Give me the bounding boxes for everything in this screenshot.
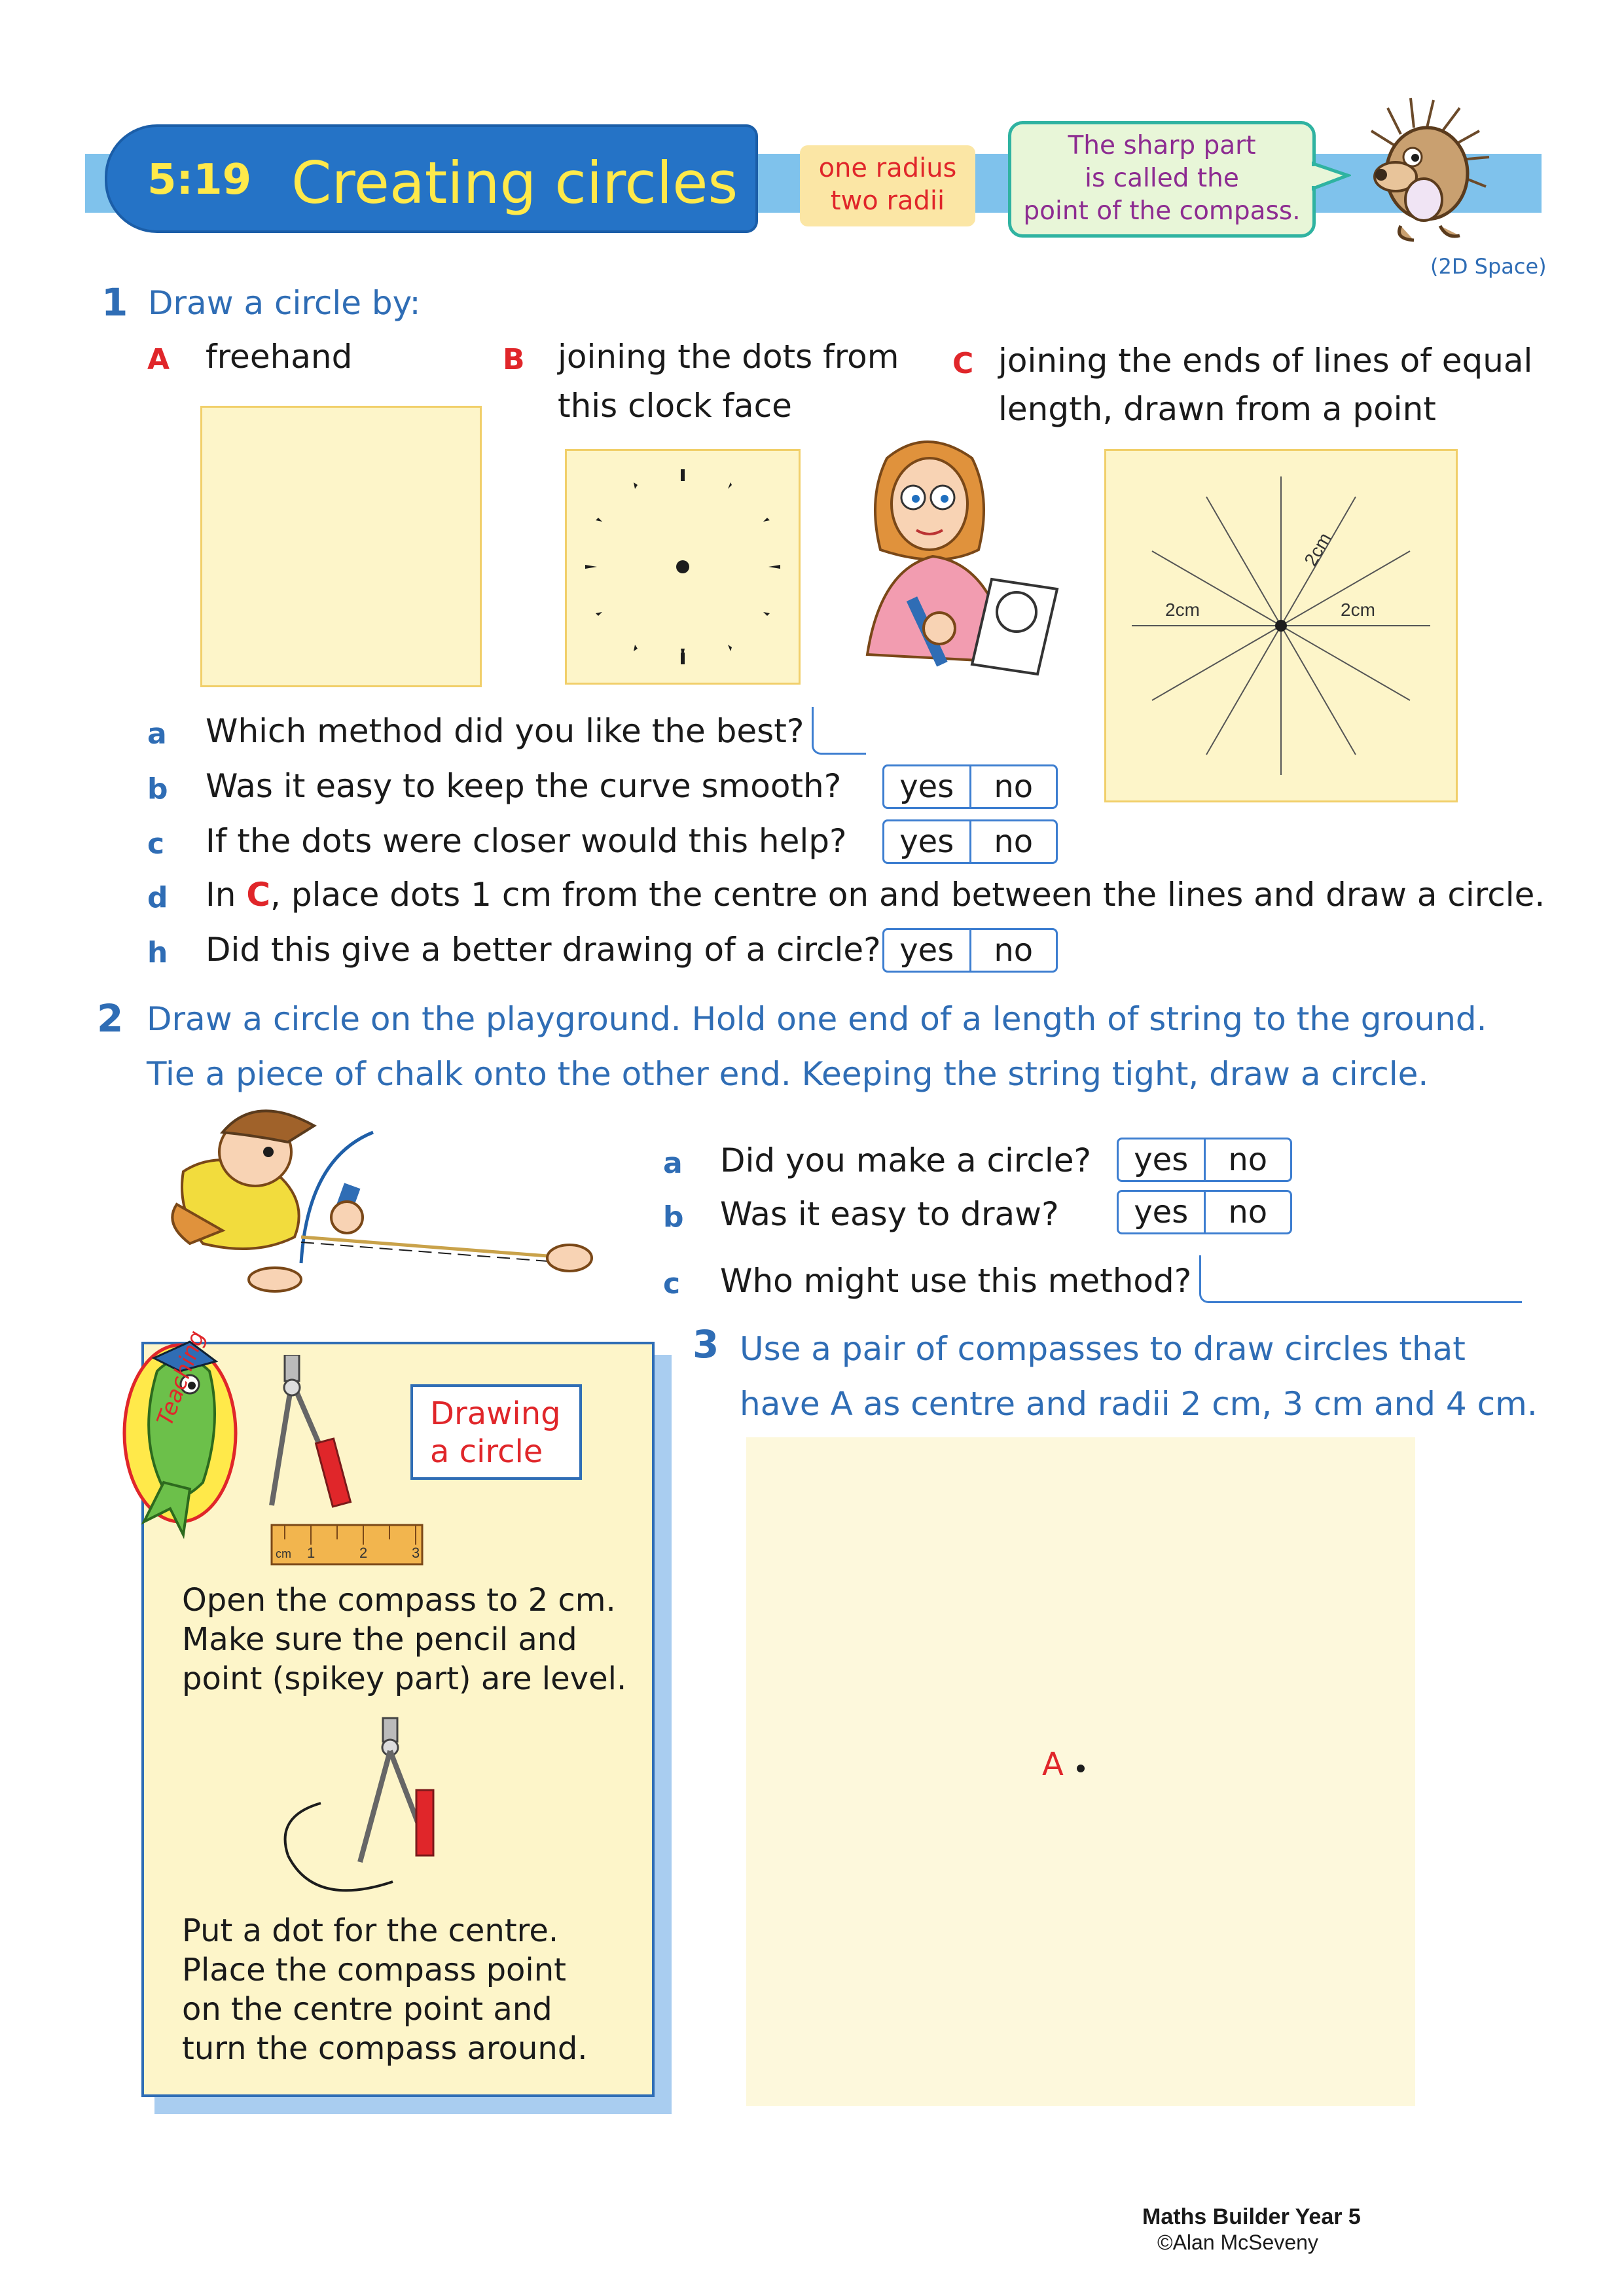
girl-drawing-illustration-icon (841, 432, 1064, 681)
q1-part-h-letter: h (147, 936, 168, 969)
q1-part-b-yes-no (882, 764, 1058, 809)
q2-part-b-letter: b (663, 1200, 684, 1234)
ruler-tick-3: 3 (412, 1545, 420, 1561)
q1-clock-label-1: joining the dots from (558, 338, 899, 376)
q1-part-d-text (206, 876, 1545, 914)
section-code: 5:19 (147, 156, 252, 204)
q1-letter-b: B (503, 343, 525, 376)
boy-drawing-chalk-circle-illustration-icon (164, 1106, 609, 1309)
bubble-line-3: point of the compass. (1023, 196, 1301, 226)
bubble-line-1: The sharp part (1068, 131, 1256, 160)
teaching-para2-line-3: on the centre point and (182, 1991, 552, 2028)
footer-book-title: Maths Builder Year 5 (1142, 2204, 1361, 2229)
q2-part-b-yes-no (1117, 1190, 1292, 1234)
q1-lines-label-2: length, drawn from a point (998, 390, 1436, 428)
q1-part-a-text: Which method did you like the best? (206, 712, 804, 750)
teaching-para2-line-2: Place the compass point (182, 1952, 566, 1988)
q1-part-d-letter: d (147, 881, 168, 914)
q2-part-a-letter: a (663, 1147, 683, 1180)
lines-from-point-box[interactable] (1104, 449, 1458, 802)
yes-option[interactable]: yes (1119, 1192, 1206, 1232)
teaching-title-line-2: a circle (430, 1433, 543, 1470)
q1-part-h-text: Did this give a better drawing of a circle? (206, 931, 881, 969)
no-option[interactable]: no (1228, 1194, 1268, 1230)
yes-option[interactable]: yes (884, 766, 971, 807)
q2-part-c-answer[interactable] (1199, 1255, 1522, 1303)
q2-part-a-text: Did you make a circle? (720, 1141, 1092, 1179)
teaching-para2-line-1: Put a dot for the centre. (182, 1912, 559, 1949)
bubble-line-2: is called the (1085, 164, 1239, 193)
vocab-line-2: two radii (830, 186, 945, 216)
q1-letter-a: A (147, 343, 170, 376)
teaching-para1-line-3: point (spikey part) are level. (182, 1660, 627, 1697)
q2-part-a-yes-no (1117, 1138, 1292, 1182)
q1-part-h-yes-no (882, 928, 1058, 973)
q1-part-b-letter: b (147, 772, 168, 806)
no-option[interactable]: no (994, 823, 1034, 860)
q1-part-c-letter: c (147, 827, 165, 861)
q1-part-a-answer[interactable] (812, 707, 866, 755)
teaching-badge-label: Teaching (152, 1327, 211, 1429)
vocab-note (800, 145, 975, 226)
question-2-number: 2 (97, 996, 124, 1041)
q1-clock-label-2: this clock face (558, 387, 792, 425)
teaching-para1-line-1: Open the compass to 2 cm. (182, 1582, 616, 1619)
clock-face-box[interactable] (565, 449, 801, 685)
no-option[interactable]: no (1228, 1141, 1268, 1178)
compass-with-ruler-icon (259, 1355, 435, 1577)
q1-part-a-letter: a (147, 717, 167, 751)
question-3-number: 3 (693, 1322, 719, 1367)
diagram-label-left: 2cm (1165, 600, 1200, 620)
question-1-number: 1 (101, 280, 128, 325)
footer-copyright: ©Alan McSeveny (1157, 2231, 1318, 2254)
page-title: Creating circles (291, 149, 738, 217)
teaching-paragraph-1 (182, 1581, 626, 1698)
clock-face-dots (567, 451, 799, 683)
teaching-para2-line-4: turn the compass around. (182, 2030, 588, 2067)
q1-part-c-yes-no (882, 819, 1058, 864)
vocab-line-1: one radius (818, 153, 957, 183)
q1-part-d-ref: C (246, 876, 271, 914)
no-option[interactable]: no (994, 768, 1034, 805)
q1-lines-label-1: joining the ends of lines of equal (998, 342, 1533, 380)
no-option[interactable]: no (994, 932, 1034, 969)
q1-part-b-text: Was it easy to keep the curve smooth? (206, 767, 842, 805)
question-3-line-1: Use a pair of compasses to draw circles that (740, 1330, 1466, 1368)
centre-point-dot (1077, 1765, 1085, 1772)
q1-part-c-text: If the dots were closer would this help? (206, 822, 847, 860)
teaching-para1-line-2: Make sure the pencil and (182, 1621, 577, 1658)
drawing-a-circle-title-box (410, 1384, 582, 1480)
bubble-tail (1312, 157, 1351, 196)
q1-part-d-text-after: , place dots 1 cm from the centre on and between the lines and draw a circle. (270, 876, 1545, 914)
freehand-drawing-box[interactable] (200, 406, 482, 687)
yes-option[interactable]: yes (884, 930, 971, 971)
question-2-line-2: Tie a piece of chalk onto the other end. Keeping the string tight, draw a circle. (147, 1055, 1429, 1093)
q1-freehand-label: freehand (206, 338, 353, 376)
diagram-label-diagonal: 2cm (1300, 529, 1335, 569)
centre-point-label: A (1042, 1746, 1064, 1783)
question-3-line-2: have A as centre and radii 2 cm, 3 cm and 4 cm. (740, 1385, 1538, 1423)
ruler-unit-label: cm (276, 1547, 291, 1560)
question-2-line-1: Draw a circle on the playground. Hold one end of a length of string to the ground. (147, 1000, 1487, 1038)
diagram-label-right: 2cm (1341, 600, 1375, 620)
ruler-tick-1: 1 (307, 1545, 316, 1561)
q2-part-b-text: Was it easy to draw? (720, 1195, 1059, 1233)
compass-drawing-arc-icon (262, 1712, 471, 1908)
question-1-prompt: Draw a circle by: (148, 284, 421, 322)
q2-part-c-text: Who might use this method? (720, 1262, 1192, 1300)
q1-letter-c: C (952, 347, 974, 380)
yes-option[interactable]: yes (884, 821, 971, 862)
teaching-paragraph-2 (182, 1911, 588, 2068)
yes-option[interactable]: yes (1119, 1139, 1206, 1180)
topic-label: (2D Space) (1430, 254, 1547, 279)
porcupine-mascot-icon (1362, 95, 1499, 245)
ruler-tick-2: 2 (359, 1545, 368, 1561)
q1-part-d-text-before: In (206, 876, 247, 914)
speech-bubble (1008, 121, 1316, 238)
radiating-lines-diagram (1106, 451, 1456, 800)
teaching-title-line-1: Drawing (430, 1395, 561, 1432)
q2-part-c-letter: c (663, 1267, 681, 1300)
